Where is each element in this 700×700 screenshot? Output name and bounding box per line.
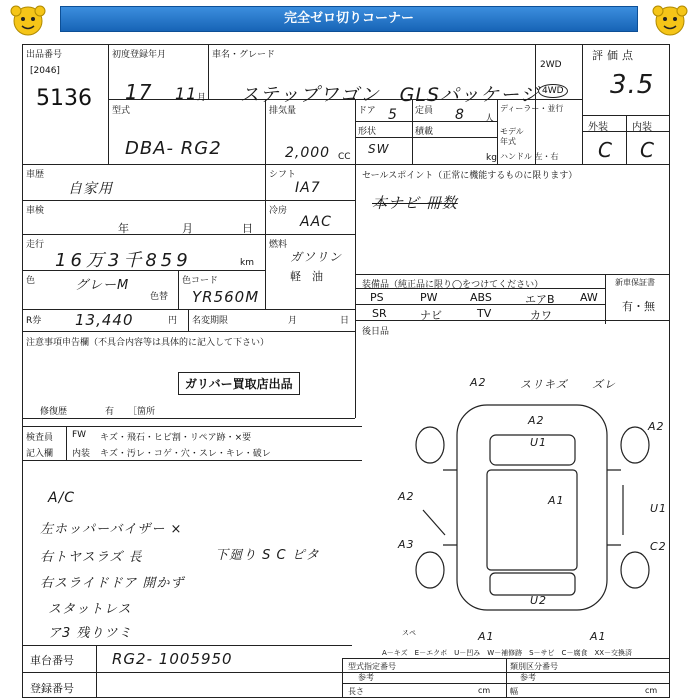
fuel-value: ガソリン — [290, 250, 343, 264]
mascot-icon — [8, 3, 48, 39]
mascot-icon — [650, 3, 690, 39]
notes-stamp: ガリバー買取店出品 — [178, 372, 300, 395]
class-label: 類別区分番号 — [510, 662, 558, 671]
lot-sub: [2046] — [30, 66, 60, 76]
drive-2wd: 2WD — [540, 60, 562, 70]
drive-4wd: 4WD — [538, 84, 568, 98]
cap-value: 8 — [455, 107, 465, 123]
name-value: ステップワゴン GLSパッケージ — [240, 84, 540, 106]
warranty-value: 有・無 — [622, 300, 655, 313]
dmg-u1-hood: U1 — [530, 436, 548, 449]
warranty-label: 新車保証書 — [615, 278, 655, 287]
mileage-unit: km — [240, 258, 254, 268]
history-value: 自家用 — [68, 181, 113, 197]
inspector-row1: キズ・飛石・ヒビ割・リペア跡・×要 — [100, 433, 252, 443]
int-label: 内装 — [632, 122, 652, 133]
body-value: SW — [368, 142, 390, 156]
year-label: 年式 — [500, 137, 516, 146]
body-label: 形状 — [358, 127, 377, 137]
shift-label: シフト — [269, 170, 297, 180]
inspector-row2: キズ・汚レ・コゲ・穴・スレ・キレ・破レ — [100, 449, 271, 459]
history-label: 車歴 — [26, 170, 45, 180]
dmg-a2-left: A2 — [398, 490, 415, 503]
dmg-u2-rear: U2 — [530, 594, 548, 607]
chassis-value: RG2- 1005950 — [112, 650, 233, 668]
equip-leather: カワ — [530, 309, 552, 322]
inspector-row2-prefix: 内装 — [72, 449, 91, 459]
type-note: 参考 — [358, 673, 374, 682]
name-label: 車名・グレード — [212, 50, 276, 60]
score-label: 評価点 — [592, 49, 637, 62]
handle-label: ハンドル 左・右 — [500, 152, 559, 161]
cap-label: 定員 — [415, 106, 434, 116]
dmg-a1-rr: A1 — [590, 630, 607, 643]
reg-month: 11 — [175, 84, 198, 103]
equip-pw: PW — [420, 291, 438, 304]
equipment-label: 装備品（純正品に限り◯をつけてください） — [362, 280, 544, 290]
int-value: C — [640, 138, 655, 162]
registration-label: 登録番号 — [30, 682, 74, 695]
damage-legend: A－キズ E－エクボ U－凹み W－補修跡 S－サビ C－腐食 XX－交換済 — [382, 649, 633, 657]
ext-value: C — [598, 138, 613, 162]
repair-location: ［箇所 — [128, 407, 156, 417]
ac-label: 冷房 — [269, 206, 288, 216]
wheel-fl — [416, 427, 444, 463]
recycle-unit: 円 — [168, 316, 178, 326]
dmg-u1-right: U1 — [650, 502, 668, 515]
width-unit: cm — [645, 686, 658, 695]
dmg-a1-rl: A1 — [478, 630, 495, 643]
notes-label: 注意事項申告欄（不具合内容等は具体的に記入して下さい） — [26, 338, 270, 348]
load-unit: kg — [486, 153, 497, 163]
disp-unit: CC — [338, 152, 351, 162]
inspector-label-1: 検査員 — [26, 433, 54, 443]
class-note: 参考 — [520, 673, 536, 682]
comment-line-3: 右トヤスラズ 長 — [40, 550, 143, 565]
inspect-day: 日 — [242, 222, 253, 235]
dmg-a3-left: A3 — [398, 538, 415, 551]
dmg-a2-front: A2 — [470, 376, 487, 389]
length-unit: cm — [478, 686, 491, 695]
equip-ps: PS — [370, 291, 384, 304]
load-label: 積載 — [415, 127, 434, 137]
wheel-rr — [621, 552, 649, 588]
score-value: 3.5 — [610, 70, 655, 100]
model-value: DBA- RG2 — [125, 138, 222, 159]
comment-line-1: A/C — [48, 490, 76, 506]
comment-line-5: スタットレス — [48, 602, 132, 617]
inspect-month: 月 — [182, 222, 193, 235]
rear-label: 後日品 — [362, 327, 390, 337]
equip-sr: SR — [372, 307, 387, 320]
length-label: 長さ — [348, 687, 364, 696]
color-orig: 色替 — [150, 292, 169, 302]
mileage-value: 16万3千859 — [55, 250, 192, 271]
expire-month: 月 — [288, 316, 298, 326]
dmg-shift: ズレ — [592, 378, 616, 391]
repair-value: 有 — [105, 407, 115, 417]
ext-label: 外装 — [588, 122, 608, 133]
sales-value: 本ナビ 冊数 — [372, 194, 458, 212]
banner-title: 完全ゼロ切りコーナー — [60, 6, 638, 32]
repair-label: 修復歴 — [40, 407, 68, 417]
type-label: 型式指定番号 — [348, 662, 396, 671]
dealer-label: ディーラー・並行 — [500, 104, 564, 113]
fuel-diesel: 軽 油 — [290, 270, 323, 283]
door-value: 5 — [388, 107, 398, 123]
color-value: グレーM — [75, 278, 130, 293]
comment-line-4: 右スライドドア 開かず — [40, 576, 185, 591]
width-label: 幅 — [510, 687, 518, 696]
equip-abs: ABS — [470, 291, 492, 304]
mileage-label: 走行 — [26, 240, 45, 250]
reg-year: 17 — [125, 80, 153, 104]
wheel-fr — [621, 427, 649, 463]
banner — [0, 0, 700, 40]
door-label: ドア — [358, 106, 376, 116]
dmg-spare: スペ — [402, 629, 416, 637]
wheel-rl — [416, 552, 444, 588]
ac-value: AAC — [300, 214, 332, 230]
lot-label: 出品番号 — [26, 50, 63, 60]
equip-airbag: エアB — [525, 293, 555, 306]
recycle-label: R券 — [26, 316, 42, 326]
comment-line-6: ア3 残りツミ — [48, 626, 133, 641]
reg-month-unit: 月 — [197, 93, 207, 103]
expire-day: 日 — [340, 316, 350, 326]
shift-value: IA7 — [295, 180, 321, 196]
equip-tv: TV — [477, 307, 492, 320]
cap-unit: 人 — [485, 114, 495, 124]
disp-value: 2,000 — [285, 145, 331, 161]
dmg-scratch: スリキズ — [520, 378, 568, 391]
dmg-a2-hood: A2 — [528, 414, 545, 427]
expire-label: 名変期限 — [192, 316, 229, 326]
inspect-year: 年 — [118, 222, 129, 235]
lot-number: 5136 — [36, 86, 92, 111]
dmg-a1-roof: A1 — [548, 494, 565, 507]
dmg-a2-right: A2 — [648, 420, 665, 433]
chassis-label: 車台番号 — [30, 654, 74, 667]
recycle-value: 13,440 — [75, 311, 134, 329]
dmg-c2-right: C2 — [650, 540, 667, 553]
equip-navi: ナビ — [420, 309, 442, 322]
color-label: 色 — [26, 276, 36, 286]
inspector-row1-prefix: FW — [72, 430, 87, 440]
comment-right: 下廻り S C ピタ — [215, 548, 320, 563]
model-lbl2: モデル — [500, 127, 524, 136]
reg-label: 初度登録年月 — [112, 50, 167, 60]
sales-label: セールスポイント（正常に機能するものに限ります） — [362, 171, 578, 181]
model-label: 型式 — [112, 106, 131, 116]
equip-aw: AW — [580, 291, 598, 304]
fuel-label: 燃料 — [269, 240, 288, 250]
colorcode-value: YR560M — [192, 288, 260, 306]
inspector-label-2: 記入欄 — [26, 449, 54, 459]
inspect-label: 車検 — [26, 206, 45, 216]
disp-label: 排気量 — [269, 106, 297, 116]
comment-line-2: 左ホッパーバイザー × — [40, 522, 183, 537]
colorcode-label: 色コード — [182, 276, 219, 286]
